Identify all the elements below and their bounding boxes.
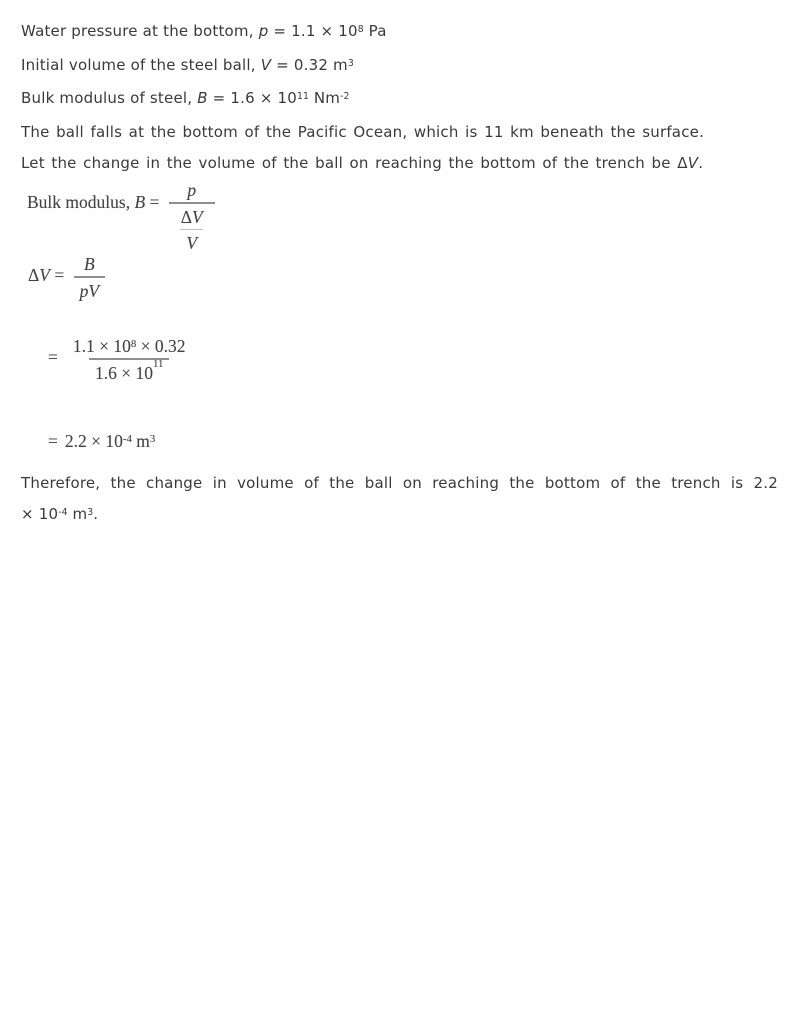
fraction-numerator	[78, 254, 101, 276]
text-run: .	[698, 153, 704, 172]
text-run: V	[260, 55, 272, 74]
text-run: m	[131, 431, 150, 451]
text-run: × 0.32	[136, 336, 186, 356]
formula-substitution	[48, 336, 192, 383]
result-value	[65, 431, 155, 452]
text-run: Bulk modulus,	[27, 192, 135, 213]
fraction-denominator	[89, 358, 169, 383]
text-run: 3	[347, 57, 354, 69]
text-run: Δ	[28, 265, 40, 286]
text-run: = 1.6 × 10	[207, 89, 298, 108]
text-run: × 10	[21, 504, 59, 523]
line-water-pressure	[21, 16, 793, 50]
nested-numerator	[175, 207, 209, 229]
text-run: Nm	[308, 89, 341, 108]
text-run: .	[93, 504, 99, 523]
text-run: V	[88, 281, 100, 302]
formula-bulk-modulus-definition	[27, 180, 215, 253]
text-run: 2.2 × 10	[64, 431, 123, 451]
text-run: -4	[58, 506, 68, 518]
text-run: m	[67, 504, 88, 523]
text-run: 3	[149, 433, 156, 446]
text-run: Therefore, the change in volume of the ball on reaching the bottom of the trench is 2.2	[21, 474, 778, 492]
fraction	[67, 336, 192, 383]
text-run: V	[39, 265, 50, 286]
equals-sign: =	[48, 347, 58, 368]
text-run: V	[186, 233, 198, 254]
text-run: -2	[340, 91, 350, 103]
text-run: B	[83, 254, 95, 274]
text-run: p	[258, 22, 269, 40]
text-run: = 1.1 × 10	[268, 22, 358, 40]
nested-denominator	[180, 229, 203, 253]
text-run: V	[687, 153, 699, 172]
formula-lhs	[27, 192, 164, 213]
fraction-numerator	[181, 180, 202, 202]
text-run: 11	[297, 91, 309, 103]
conclusion-line-1	[21, 468, 778, 499]
text-run: V	[192, 207, 203, 228]
conclusion-paragraph	[21, 468, 778, 532]
formula-result	[48, 431, 155, 452]
fraction-numerator	[67, 336, 192, 358]
text-run: p	[79, 281, 89, 302]
text-run: 8	[357, 23, 364, 35]
text-run: 8	[130, 338, 137, 351]
fraction-denominator	[74, 276, 105, 301]
formula-delta-v	[28, 254, 105, 301]
given-data-block	[21, 16, 793, 179]
text-run: 1.6 × 10	[94, 363, 153, 384]
formula-lhs	[28, 265, 69, 286]
text-run: Pa	[363, 22, 387, 40]
equals-sign: =	[48, 431, 58, 451]
line-let-change	[21, 148, 793, 179]
fraction-denominator	[169, 202, 215, 253]
line-ball-falls	[21, 117, 793, 148]
text-run: 1.1 × 10	[72, 336, 131, 356]
text-run: B	[197, 89, 208, 108]
line-initial-volume	[21, 50, 793, 84]
text-run: 3	[87, 506, 94, 518]
fraction	[74, 254, 105, 301]
text-run: =	[145, 192, 164, 213]
text-run: -4	[122, 433, 132, 446]
text-run: Bulk modulus of steel,	[21, 89, 198, 108]
text-run: Initial volume of the steel ball,	[21, 55, 261, 74]
text-run: Let the change in the volume of the ball on reaching the bottom of the trench be Δ	[21, 153, 688, 172]
fraction-nested	[175, 207, 209, 253]
text-run: 11	[152, 358, 164, 371]
text-run: The ball falls at the bottom of the Pacific Ocean, which is 11 km beneath the surface.	[21, 123, 705, 142]
text-run: = 0.32 m	[271, 55, 348, 74]
line-bulk-modulus	[21, 83, 793, 117]
text-run: Δ	[180, 207, 193, 228]
text-run: p	[187, 180, 197, 200]
conclusion-line-2	[21, 499, 778, 533]
text-run: Water pressure at the bottom,	[21, 22, 259, 40]
text-run: =	[49, 265, 69, 286]
text-run: B	[134, 192, 146, 213]
fraction-outer	[169, 180, 215, 253]
